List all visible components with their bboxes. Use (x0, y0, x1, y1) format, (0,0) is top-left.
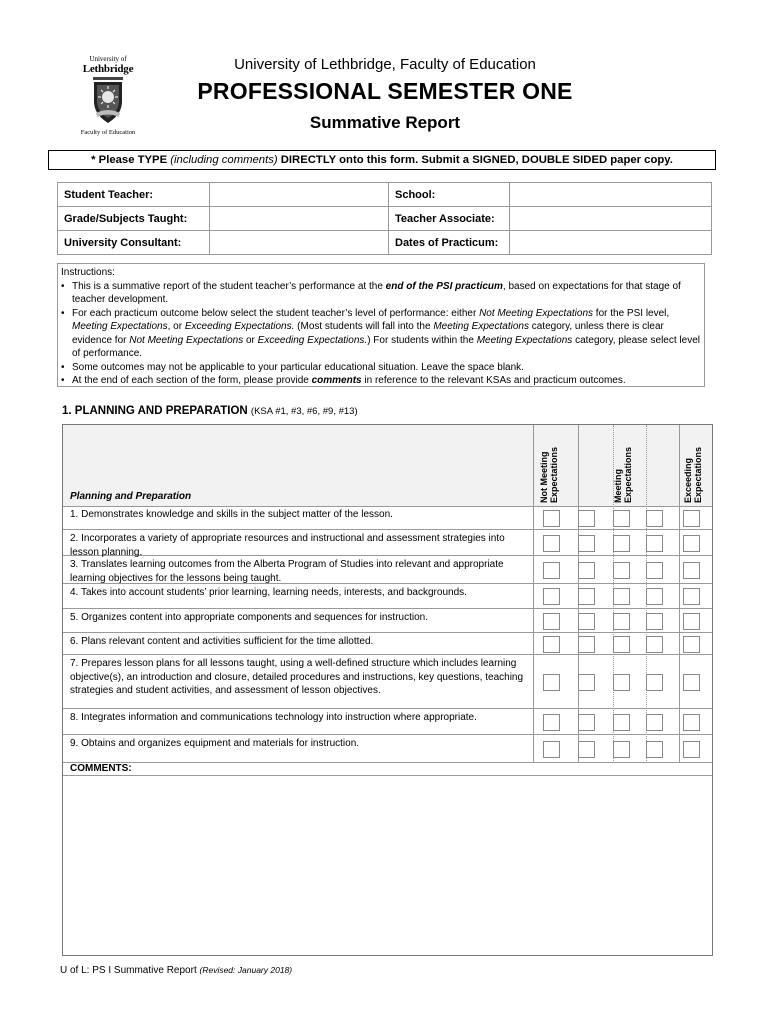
grade-subjects-label: Grade/Subjects Taught: (58, 207, 210, 231)
logo-name-line: Lethbridge (82, 63, 134, 75)
meeting-high-checkbox[interactable] (646, 674, 663, 691)
instructions-heading: Instructions: (61, 267, 115, 278)
university-consultant-field[interactable] (210, 231, 389, 255)
outcome-item-8: 8. Integrates information and communications technology into instruction where appropriate. (63, 709, 533, 735)
not-meeting-checkbox[interactable] (543, 562, 560, 579)
meeting-high-checkbox[interactable] (646, 510, 663, 527)
instruction-item: • For each practicum outcome below select the student teacher’s level of performance: either Not Meeting Expectations for the PSI level, Meeting Expectations, or Exceeding Expectations. (Most students will fall into the Meeting Expectations category, unless there is clear evidence for Not Meeting Expectations or Exceeding Expectations.) For students within the Meeting Expectations category, please select level of performance. (61, 307, 701, 361)
comments-label: COMMENTS: (70, 763, 132, 774)
logo-university-line: University of (89, 55, 127, 63)
teacher-associate-field[interactable] (510, 207, 712, 231)
outcome-item-1: 1. Demonstrates knowledge and skills in the subject matter of the lesson. (63, 506, 533, 530)
institution-heading: University of Lethbridge, Faculty of Education (234, 56, 536, 73)
instructions-box (57, 263, 705, 387)
practicum-dates-field[interactable] (510, 231, 712, 255)
instruction-item: • At the end of each section of the form, please provide comments in reference to the relevant KSAs and practicum outcomes. (61, 374, 701, 388)
not-meeting-checkbox[interactable] (543, 588, 560, 605)
comments-field[interactable] (63, 776, 712, 955)
not-meeting-checkbox[interactable] (543, 674, 560, 691)
footer-text: U of L: PS I Summative Report (60, 965, 200, 976)
meeting-low-checkbox[interactable] (578, 510, 595, 527)
not-meeting-checkbox[interactable] (543, 714, 560, 731)
meeting-low-checkbox[interactable] (578, 535, 595, 552)
column-not-meeting: Not Meeting Expectations (539, 446, 559, 503)
page-subtitle: Summative Report (309, 113, 461, 132)
outcome-rating-row (533, 609, 712, 633)
exceeding-checkbox[interactable] (683, 613, 700, 630)
meeting-high-checkbox[interactable] (646, 741, 663, 758)
notice-text-3: DIRECTLY onto this form. Submit a SIGNED, DOUBLE SIDED paper copy. (277, 154, 673, 166)
student-info-table (57, 182, 712, 255)
meeting-mid-checkbox[interactable] (613, 613, 630, 630)
meeting-high-checkbox[interactable] (646, 613, 663, 630)
outcome-item-4: 4. Takes into account students’ prior learning, learning needs, interests, and backgrounds. (63, 584, 533, 609)
not-meeting-checkbox[interactable] (543, 613, 560, 630)
outcome-rating-row (533, 655, 712, 709)
notice-text-1: * Please TYPE (91, 154, 171, 166)
page-footer (60, 965, 292, 976)
meeting-high-checkbox[interactable] (646, 562, 663, 579)
exceeding-checkbox[interactable] (683, 588, 700, 605)
school-label: School: (389, 183, 510, 207)
meeting-high-checkbox[interactable] (646, 535, 663, 552)
outcome-item-3: 3. Translates learning outcomes from the Alberta Program of Studies into relevant and appropriate learning objectives for the lessons being taught. (63, 556, 533, 584)
outcome-item-5: 5. Organizes content into appropriate components and sequences for instruction. (63, 609, 533, 633)
row-header-label: Planning and Preparation (70, 491, 192, 502)
ksa-reference: (KSA #1, #3, #6, #9, #13) (250, 406, 358, 417)
meeting-low-checkbox[interactable] (578, 714, 595, 731)
section-heading: 1. PLANNING AND PREPARATION (KSA #1, #3, #6, #9, #13) (62, 405, 358, 417)
outcome-rating-row (533, 735, 712, 763)
meeting-mid-checkbox[interactable] (613, 714, 630, 731)
instruction-item: • This is a summative report of the student teacher’s performance at the end of the PSI practicum, based on expectations for that stage of teacher development. (61, 280, 701, 307)
outcome-rating-row (533, 556, 712, 584)
meeting-low-checkbox[interactable] (578, 613, 595, 630)
exceeding-checkbox[interactable] (683, 674, 700, 691)
not-meeting-checkbox[interactable] (543, 741, 560, 758)
meeting-mid-checkbox[interactable] (613, 562, 630, 579)
outcome-item-6: 6. Plans relevant content and activities sufficient for the time allotted. (63, 633, 533, 655)
page-title: PROFESSIONAL SEMESTER ONE (197, 78, 573, 104)
meeting-mid-checkbox[interactable] (613, 535, 630, 552)
student-teacher-label: Student Teacher: (58, 183, 210, 207)
column-meeting: Meeting Expectations (613, 446, 633, 503)
rating-table-header (63, 425, 712, 507)
meeting-low-checkbox[interactable] (578, 636, 595, 653)
exceeding-checkbox[interactable] (683, 562, 700, 579)
meeting-mid-checkbox[interactable] (613, 741, 630, 758)
grade-subjects-field[interactable] (210, 207, 389, 231)
submission-notice (48, 150, 716, 170)
exceeding-checkbox[interactable] (683, 741, 700, 758)
outcome-item-2: 2. Incorporates a variety of appropriate resources and instructional and assessment strategies into lesson planning. (63, 530, 533, 556)
outcome-rating-row (533, 709, 712, 735)
school-field[interactable] (510, 183, 712, 207)
meeting-low-checkbox[interactable] (578, 562, 595, 579)
footer-revised: (Revised: January 2018) (199, 965, 293, 975)
meeting-low-checkbox[interactable] (578, 674, 595, 691)
exceeding-checkbox[interactable] (683, 535, 700, 552)
rating-table (62, 424, 713, 956)
student-teacher-field[interactable] (210, 183, 389, 207)
outcome-rating-row (533, 633, 712, 655)
outcome-rating-row (533, 584, 712, 609)
practicum-dates-label: Dates of Practicum: (389, 231, 510, 255)
meeting-mid-checkbox[interactable] (613, 636, 630, 653)
meeting-mid-checkbox[interactable] (613, 588, 630, 605)
meeting-low-checkbox[interactable] (578, 741, 595, 758)
notice-text-2: (including comments) (170, 154, 278, 166)
meeting-high-checkbox[interactable] (646, 588, 663, 605)
meeting-high-checkbox[interactable] (646, 714, 663, 731)
column-exceeding: Exceeding Expectations (683, 446, 703, 503)
outcome-item-7: 7. Prepares lesson plans for all lessons taught, using a well-defined structure which includes learning objective(s), an introduction and closure, detailed procedures and instructions, key questions, teaching strategies and student activities, and assessment of lesson objectives. (63, 655, 533, 709)
meeting-mid-checkbox[interactable] (613, 510, 630, 527)
exceeding-checkbox[interactable] (683, 636, 700, 653)
meeting-high-checkbox[interactable] (646, 636, 663, 653)
not-meeting-checkbox[interactable] (543, 510, 560, 527)
meeting-mid-checkbox[interactable] (613, 674, 630, 691)
outcome-rating-row (533, 506, 712, 530)
instruction-item: • Some outcomes may not be applicable to your particular educational situation. Leave the space blank. (61, 361, 701, 375)
university-consultant-label: University Consultant: (58, 231, 210, 255)
exceeding-checkbox[interactable] (683, 714, 700, 731)
not-meeting-checkbox[interactable] (543, 535, 560, 552)
exceeding-checkbox[interactable] (683, 510, 700, 527)
outcome-item-9: 9. Obtains and organizes equipment and materials for instruction. (63, 735, 533, 763)
meeting-low-checkbox[interactable] (578, 588, 595, 605)
teacher-associate-label: Teacher Associate: (389, 207, 510, 231)
logo-faculty-line: Faculty of Education (80, 129, 136, 136)
outcome-rating-row (533, 530, 712, 556)
not-meeting-checkbox[interactable] (543, 636, 560, 653)
